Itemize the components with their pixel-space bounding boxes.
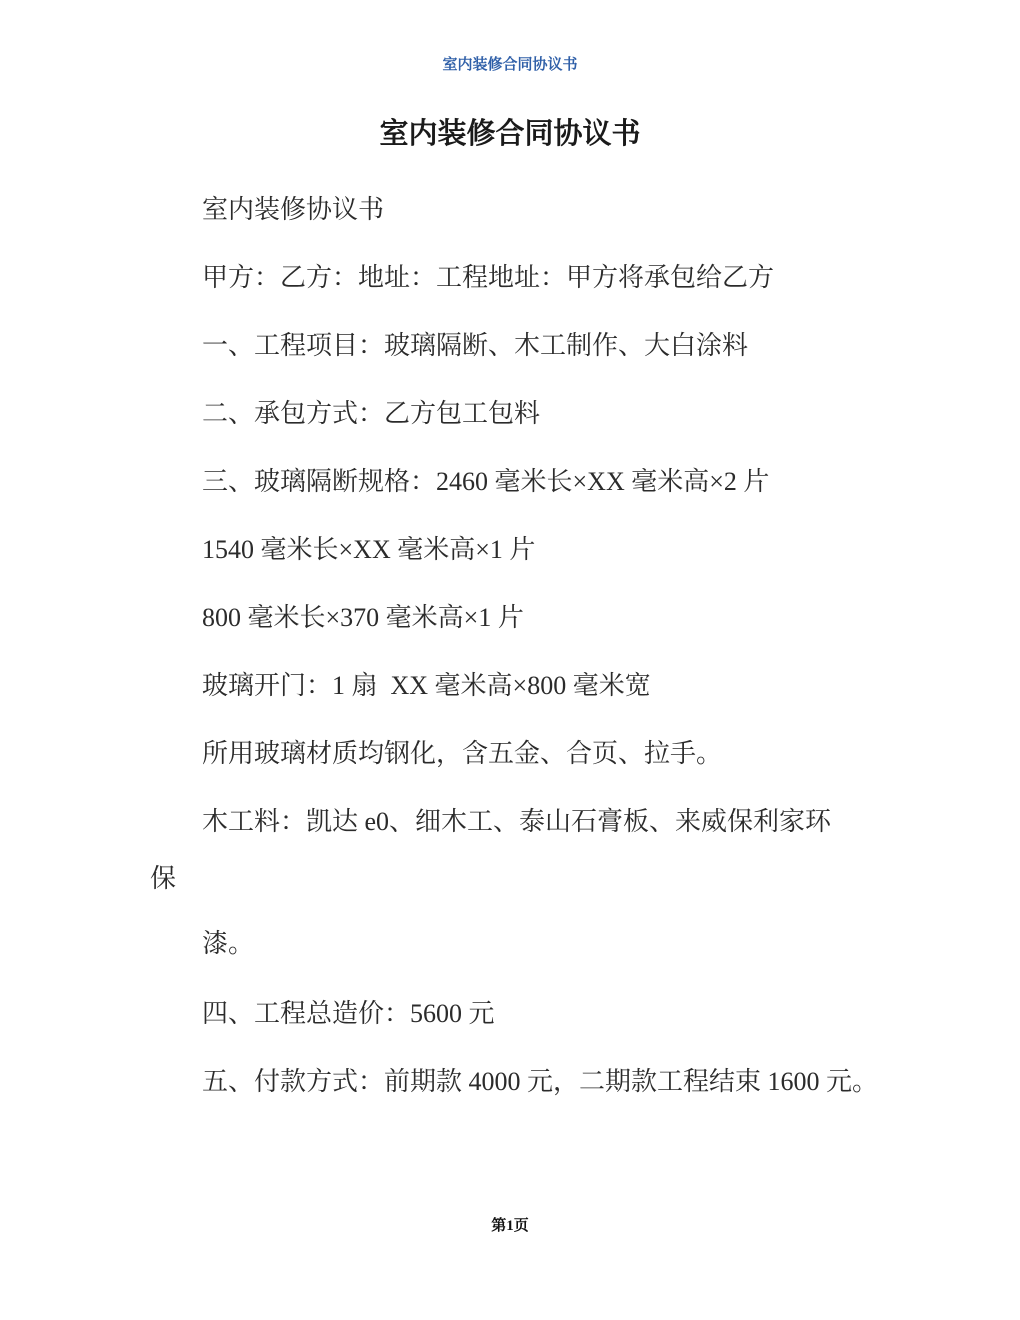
paragraph-item-5: 五、付款方式：前期款 4000 元，二期款工程结束 1600 元。 xyxy=(202,1067,879,1096)
paragraph-parties: 甲方：乙方：地址：工程地址：甲方将承包给乙方 xyxy=(202,263,775,292)
paragraph-item-1: 一、工程项目：玻璃隔断、木工制作、大白涂料 xyxy=(202,331,749,360)
paragraph-item-4: 四、工程总造价：5600 元 xyxy=(202,999,495,1028)
paragraph-wood-material-line2: 保 xyxy=(150,864,177,893)
document-header-title: 室内装修合同协议书 xyxy=(442,57,578,73)
document-body xyxy=(0,195,1020,1096)
paragraph-glass-spec-2: 1540 毫米长×XX 毫米高×1 片 xyxy=(202,535,536,564)
paragraph-item-2: 二、承包方式：乙方包工包料 xyxy=(202,399,541,428)
page-number-label: 第1页 xyxy=(491,1218,529,1234)
paragraph-glass-spec-3: 800 毫米长×370 毫米高×1 片 xyxy=(202,603,524,632)
paragraph-wood-material-line3: 漆。 xyxy=(202,929,255,958)
paragraph-subtitle: 室内装修协议书 xyxy=(202,195,385,224)
document-title: 室内装修合同协议书 xyxy=(379,118,641,150)
paragraph-glass-door: 玻璃开门：1 扇 XX 毫米高×800 毫米宽 xyxy=(202,671,651,700)
paragraph-item-3: 三、玻璃隔断规格：2460 毫米长×XX 毫米高×2 片 xyxy=(202,467,770,496)
paragraph-wood-material-line1: 木工料：凯达 e0、细木工、泰山石膏板、来威保利家环 xyxy=(202,807,832,836)
paragraph-glass-material: 所用玻璃材质均钢化，含五金、合页、拉手。 xyxy=(202,739,723,768)
